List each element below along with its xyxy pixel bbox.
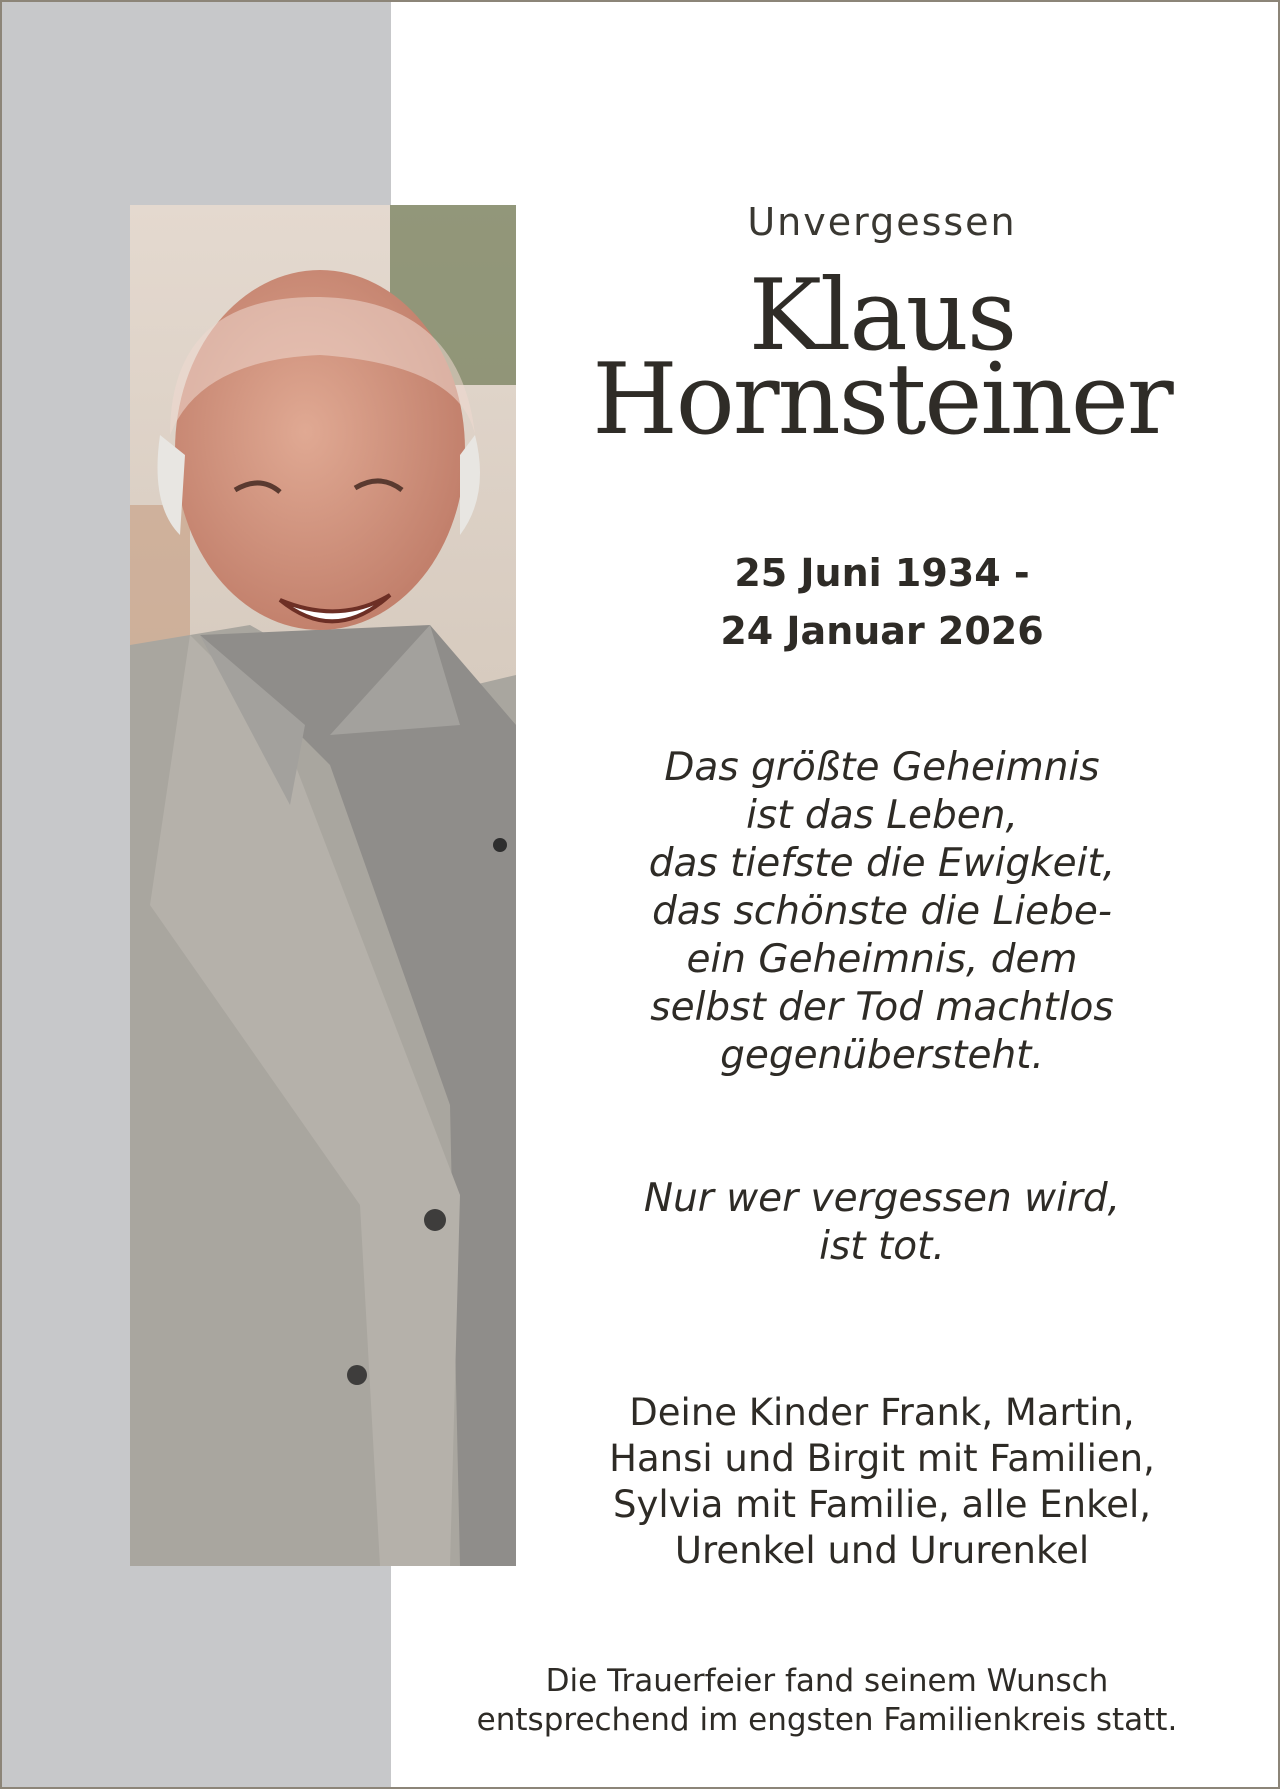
verse-line: gegenübersteht. (720, 1033, 1044, 1078)
verse-line: ist das Leben, (746, 793, 1018, 838)
header-label: Unvergessen (747, 200, 1017, 244)
death-date: 24 Januar 2026 (720, 609, 1044, 653)
verse (562, 744, 1202, 1080)
family-signature (562, 1390, 1202, 1574)
funeral-note (397, 1662, 1257, 1740)
verse-line: ein Geheimnis, dem (686, 937, 1078, 982)
first-name: Klaus (748, 259, 1016, 373)
note-line: entsprechend im engsten Familienkreis statt. (476, 1702, 1178, 1738)
verse-line: Das größte Geheimnis (664, 745, 1100, 790)
family-line: Hansi und Birgit mit Familien, (609, 1437, 1155, 1480)
portrait-illustration (130, 205, 516, 1566)
portrait-photo (130, 205, 516, 1566)
note-line: Die Trauerfeier fand seinem Wunsch (545, 1663, 1109, 1699)
verse-line: das schönste die Liebe- (652, 889, 1112, 934)
quote-line: ist tot. (819, 1224, 945, 1269)
last-name: Hornsteiner (592, 343, 1172, 457)
quote (562, 1175, 1202, 1271)
deceased-name (562, 259, 1202, 457)
quote-line: Nur wer vergessen wird, (643, 1176, 1121, 1221)
verse-line: selbst der Tod machtlos (650, 985, 1114, 1030)
family-line: Deine Kinder Frank, Martin, (629, 1391, 1135, 1434)
family-line: Sylvia mit Familie, alle Enkel, (612, 1483, 1152, 1526)
family-line: Urenkel und Ururenkel (674, 1529, 1090, 1572)
birth-date: 25 Juni 1934 - (734, 551, 1030, 595)
verse-line: das tiefste die Ewigkeit, (648, 841, 1116, 886)
life-dates (562, 544, 1202, 660)
